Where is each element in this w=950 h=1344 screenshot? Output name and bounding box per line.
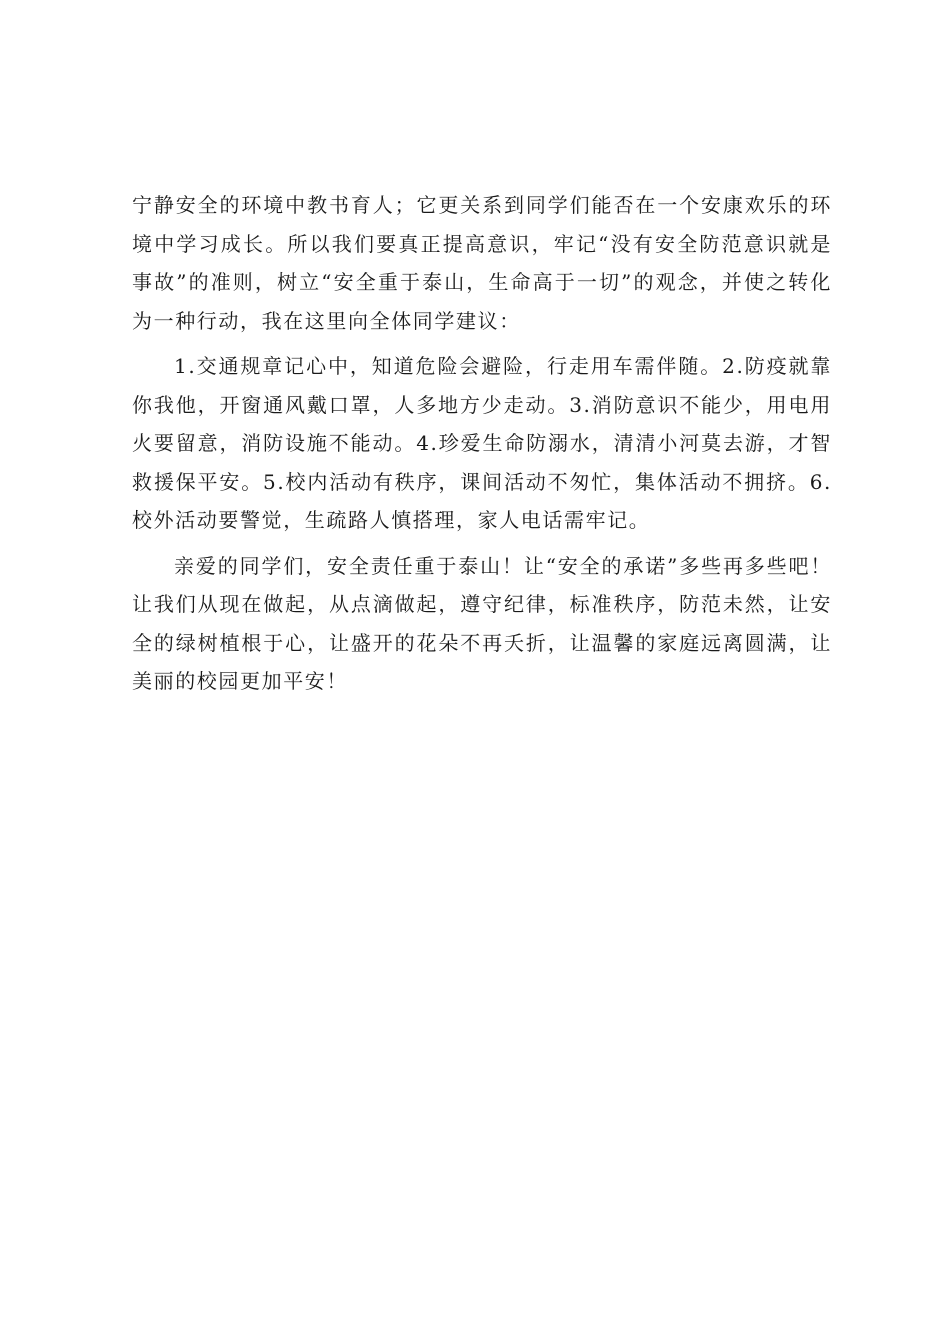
paragraph-closing: 亲爱的同学们，安全责任重于泰山！让“安全的承诺”多些再多些吧！让我们从现在做起，从点滴做起，遵守纪律，标准秩序，防范未然，让安全的绿树植根于心，让盛开的花朵不再夭折，让温馨的家庭远离圆满，让美丽的校园更加平安！ <box>132 553 832 693</box>
paragraph-continuation: 宁静安全的环境中教书育人；它更关系到同学们能否在一个安康欢乐的环境中学习成长。所以我们要真正提高意识，牢记“没有安全防范意识就是事故”的准则，树立“安全重于泰山，生命高于一切”的观念，并使之转化为一种行动，我在这里向全体同学建议： <box>132 193 832 333</box>
document-body <box>132 186 832 701</box>
paragraph-safety-tips: 1.交通规章记心中，知道危险会避险，行走用车需伴随。2.防疫就靠你我他，开窗通风戴口罩，人多地方少走动。3.消防意识不能少，用电用火要留意，消防设施不能动。4.珍爱生命防溺水，清清小河莫去游，才智救援保平安。5.校内活动有秩序，课间活动不匆忙，集体活动不拥挤。6.校外活动要警觉，生疏路人慎搭理，家人电话需牢记。 <box>132 354 832 532</box>
